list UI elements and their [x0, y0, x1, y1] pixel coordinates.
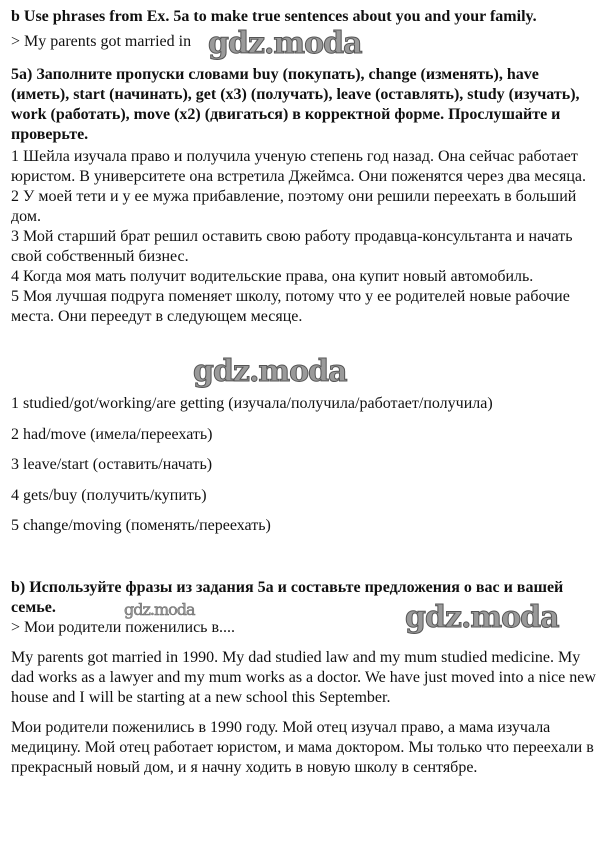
- answer-item: 4 gets/buy (получить/купить): [11, 486, 207, 504]
- watermark-logo: gdz.moda: [208, 26, 362, 61]
- task-b-ru-title: b) Используйте фразы из задания 5а и составьте предложения о вас и вашей семье.: [11, 579, 564, 616]
- list-item: 5 Моя лучшая подруга поменяет школу, потому что у ее родителей новые рабочие места. Они переедут в следующем месяце.: [11, 288, 570, 325]
- task-5a-answers: [11, 389, 601, 542]
- answer-russian: Мои родители поженились в 1990 году. Мой отец изучал право, а мама изучала медицину. Мой отец работает юристом, и мама доктором. Мы только что переехали в прекрасный новый дом, и я начну ходить в новую школу в сентябре.: [11, 719, 594, 776]
- answer-item: 2 had/move (имела/переехать): [11, 425, 213, 443]
- answer-item: 1 studied/got/working/are getting (изучала/получила/работает/получила): [11, 395, 493, 412]
- list-item: 1 Шейла изучала право и получила ученую степень год назад. Она сейчас работает юристом. В университете она встретила Джеймса. Они поженятся через два месяца.: [11, 148, 586, 185]
- list-item: 3 Мой старший брат решил оставить свою работу продавца-консультанта и начать свой собственный бизнес.: [11, 228, 573, 265]
- watermark-logo: gdz.moda: [405, 600, 559, 635]
- watermark-logo: gdz.moda: [124, 600, 195, 619]
- task-b-ru-prompt: > Мои родители поженились в....: [11, 619, 236, 636]
- answer-english: My parents got married in 1990. My dad studied law and my mum studied medicine. My dad works as a lawyer and my mum works as a doctor. We have just moved into a nice new house and I will be starting at a new school this September.: [11, 649, 596, 706]
- list-item: 4 Когда моя мать получит водительские права, она купит новый автомобиль.: [11, 268, 534, 285]
- task-5a-title: 5a) Заполните пропуски словами buy (покупать), change (изменять), have (иметь), start (начинать), get (x3) (получать), leave (оставлять), study (изучать), work (работать), move (x2) (двигаться) в корректной форме. Прослушайте и проверьте.: [11, 66, 580, 143]
- task-b-prompt: > My parents got married in: [11, 33, 192, 50]
- answer-item: 3 leave/start (оставить/начать): [11, 456, 213, 473]
- task-5a-items: [11, 147, 601, 327]
- watermark-logo: gdz.moda: [193, 354, 347, 389]
- list-item: 2 У моей тети и у ее мужа прибавление, поэтому они решили переехать в больший дом.: [11, 188, 577, 225]
- answer-item: 5 change/moving (поменять/переехать): [11, 517, 271, 534]
- task-b-title: b Use phrases from Ex. 5a to make true sentences about you and your family.: [11, 8, 537, 25]
